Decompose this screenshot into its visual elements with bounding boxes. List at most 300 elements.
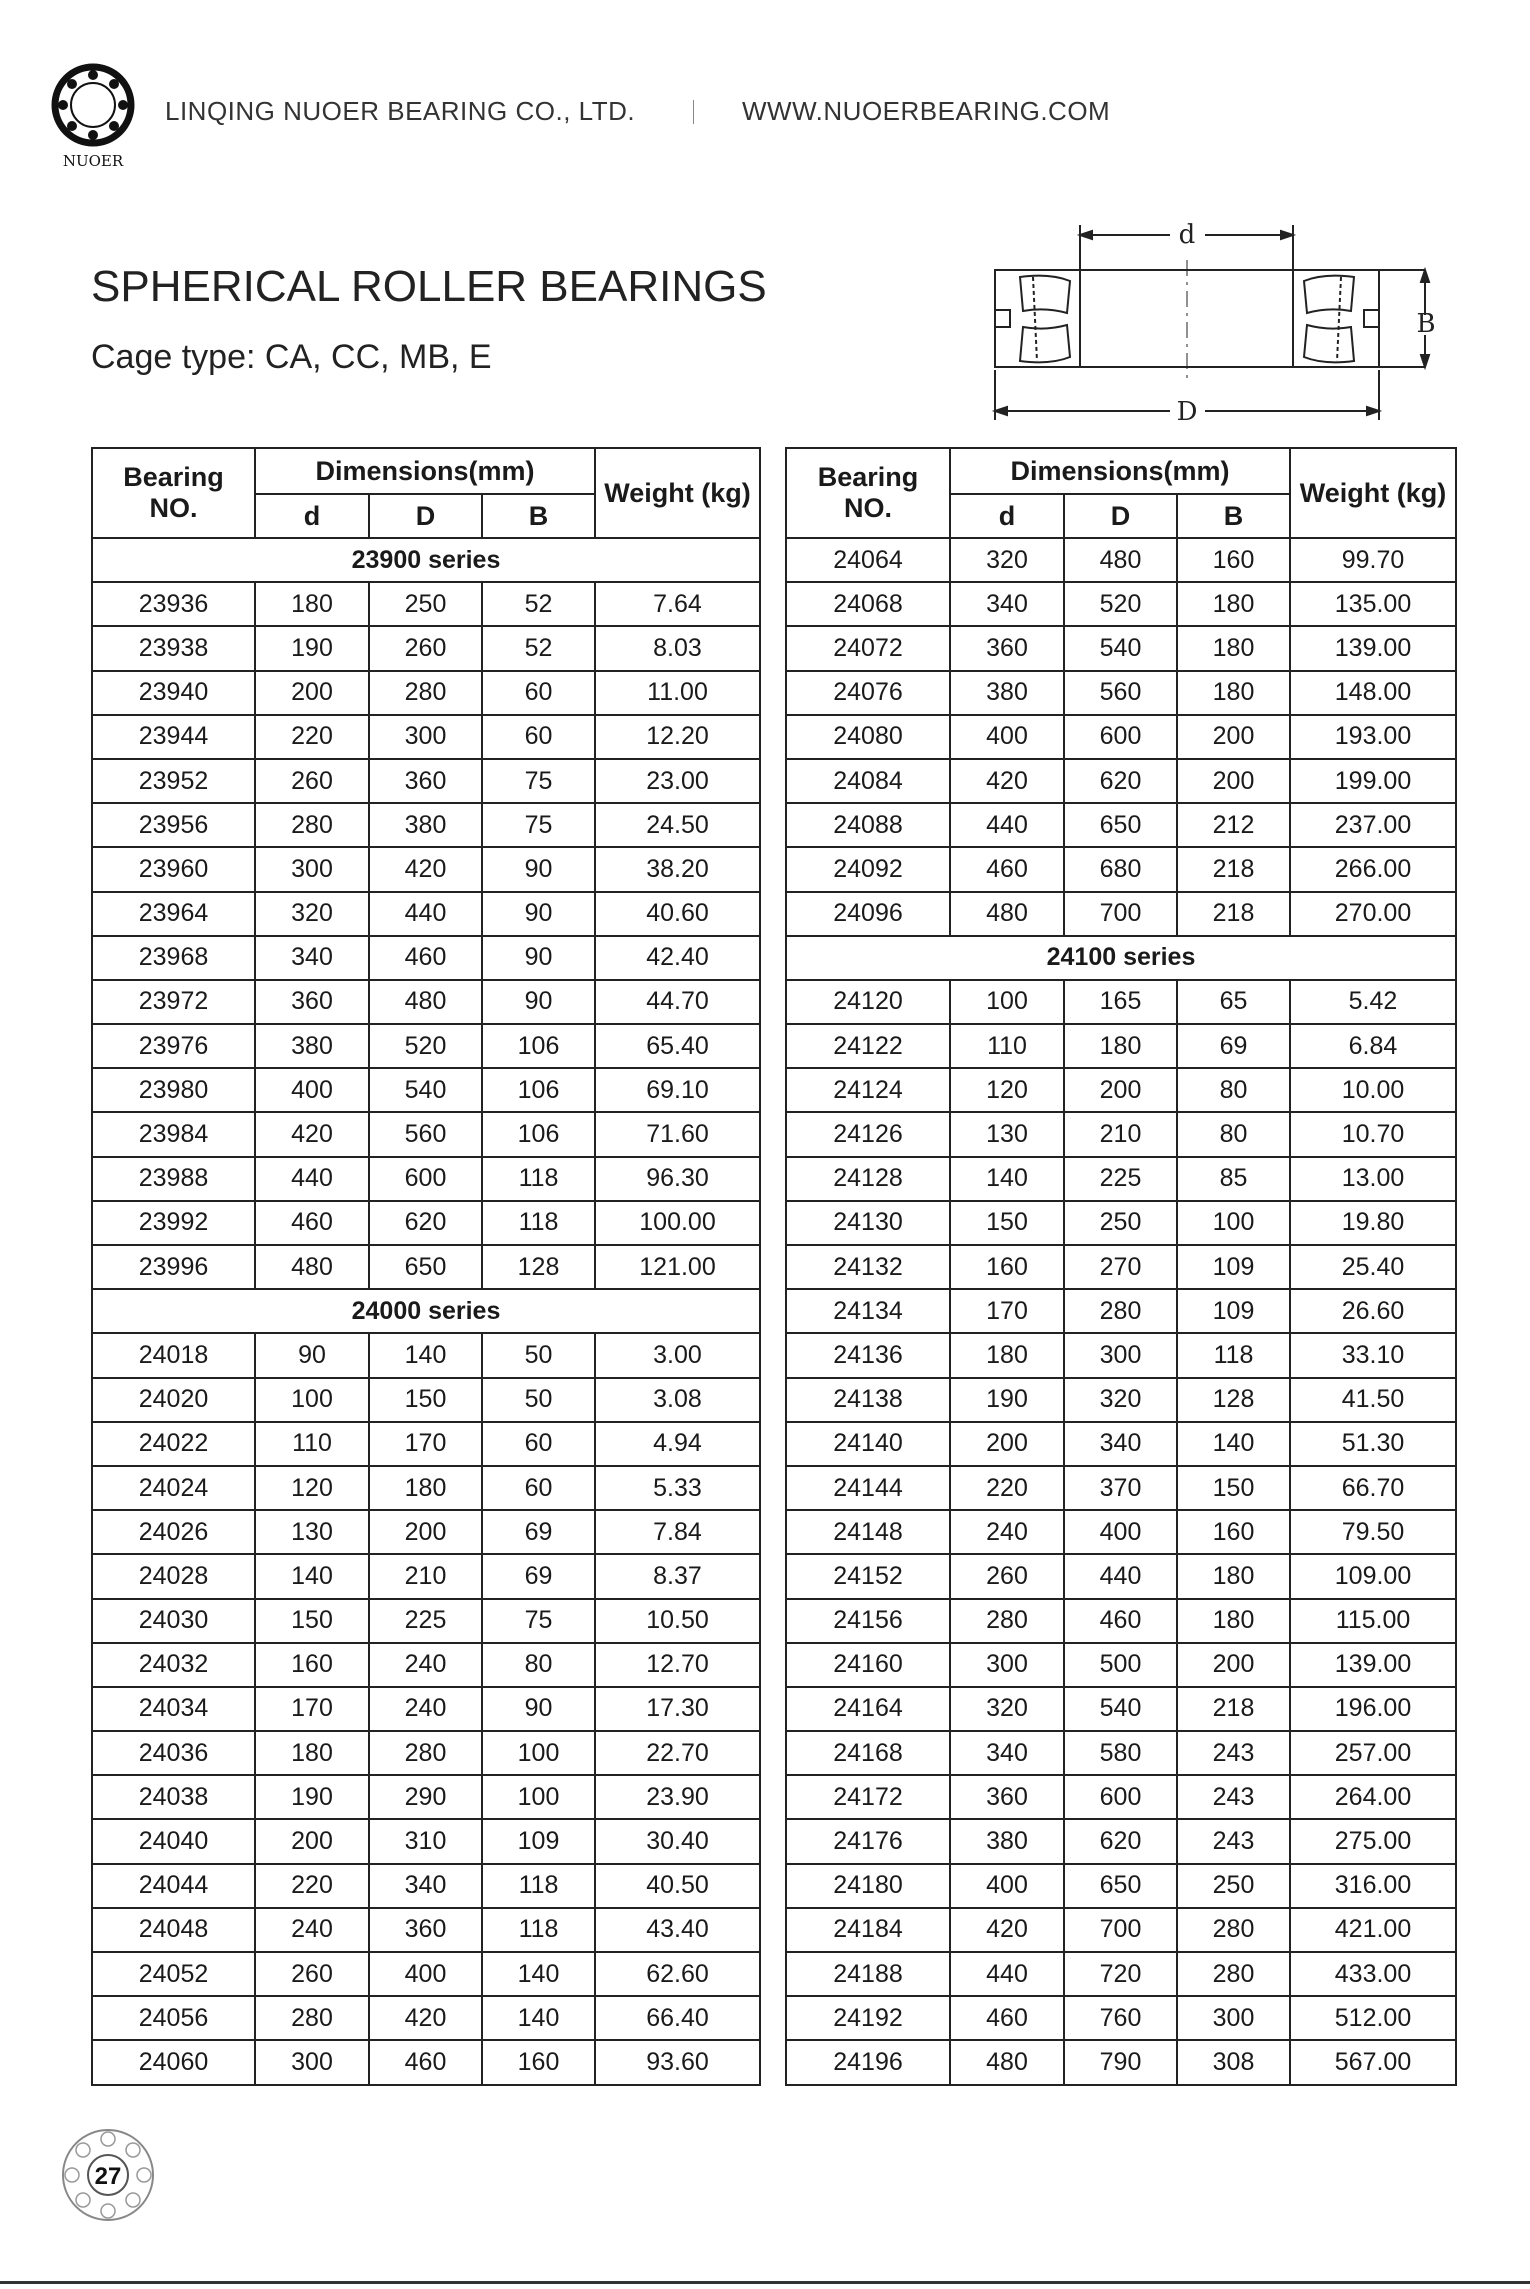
bore-d-cell: 220	[950, 1466, 1064, 1510]
bore-d-cell: 420	[255, 1112, 369, 1156]
bearing-no-cell: 24184	[786, 1908, 950, 1952]
width-B-cell: 128	[482, 1245, 595, 1289]
width-B-cell: 60	[482, 715, 595, 759]
table-row	[786, 892, 1456, 936]
table-row	[92, 936, 760, 980]
weight-cell: 42.40	[595, 936, 760, 980]
bearing-no-cell: 24196	[786, 2040, 950, 2084]
table-row	[786, 1201, 1456, 1245]
bearing-no-cell: 24032	[92, 1643, 255, 1687]
bearing-no-cell: 24126	[786, 1112, 950, 1156]
table-row	[92, 1554, 760, 1598]
bore-d-cell: 240	[950, 1510, 1064, 1554]
width-B-cell: 218	[1177, 1687, 1290, 1731]
cage-type-subtitle: Cage type: CA, CC, MB, E	[91, 338, 492, 376]
bearing-logo-icon	[50, 62, 136, 172]
outer-D-cell: 540	[1064, 1687, 1177, 1731]
outer-D-cell: 580	[1064, 1731, 1177, 1775]
label-bore-d: d	[1178, 220, 1196, 250]
width-B-cell: 140	[482, 1952, 595, 1996]
outer-D-cell: 600	[1064, 1775, 1177, 1819]
width-B-cell: 50	[482, 1333, 595, 1377]
bore-d-cell: 110	[255, 1422, 369, 1466]
bearing-no-cell: 24052	[92, 1952, 255, 1996]
outer-D-cell: 280	[369, 671, 482, 715]
width-B-cell: 90	[482, 892, 595, 936]
weight-cell: 41.50	[1290, 1378, 1456, 1422]
table-row	[92, 1112, 760, 1156]
bearing-no-cell: 23988	[92, 1157, 255, 1201]
bore-d-cell: 300	[950, 1643, 1064, 1687]
outer-D-cell: 460	[369, 2040, 482, 2084]
header-bearing-no: Bearing NO.	[92, 448, 255, 538]
bore-d-cell: 220	[255, 1864, 369, 1908]
table-row	[786, 1378, 1456, 1422]
width-B-cell: 280	[1177, 1908, 1290, 1952]
bore-d-cell: 240	[255, 1908, 369, 1952]
width-B-cell: 69	[482, 1510, 595, 1554]
bore-d-cell: 150	[255, 1599, 369, 1643]
outer-D-cell: 480	[369, 980, 482, 1024]
weight-cell: 316.00	[1290, 1864, 1456, 1908]
weight-cell: 193.00	[1290, 715, 1456, 759]
table-row	[786, 1775, 1456, 1819]
outer-D-cell: 600	[369, 1157, 482, 1201]
outer-D-cell: 140	[369, 1333, 482, 1377]
outer-D-cell: 340	[1064, 1422, 1177, 1466]
table-row	[786, 1157, 1456, 1201]
outer-D-cell: 380	[369, 803, 482, 847]
bearing-no-cell: 24176	[786, 1819, 950, 1863]
weight-cell: 66.40	[595, 1996, 760, 2040]
outer-D-cell: 540	[369, 1068, 482, 1112]
bore-d-cell: 100	[255, 1378, 369, 1422]
width-B-cell: 109	[1177, 1245, 1290, 1289]
width-B-cell: 218	[1177, 892, 1290, 936]
outer-D-cell: 400	[369, 1952, 482, 1996]
outer-D-cell: 260	[369, 626, 482, 670]
bearing-diagram	[975, 215, 1445, 430]
weight-cell: 43.40	[595, 1908, 760, 1952]
weight-cell: 266.00	[1290, 847, 1456, 891]
width-B-cell: 243	[1177, 1731, 1290, 1775]
bore-d-cell: 260	[950, 1554, 1064, 1598]
outer-D-cell: 440	[369, 892, 482, 936]
header-weight: Weight (kg)	[1290, 448, 1456, 538]
bore-d-cell: 340	[950, 582, 1064, 626]
bore-d-cell: 200	[255, 671, 369, 715]
outer-D-cell: 600	[1064, 715, 1177, 759]
width-B-cell: 106	[482, 1112, 595, 1156]
weight-cell: 139.00	[1290, 1643, 1456, 1687]
weight-cell: 19.80	[1290, 1201, 1456, 1245]
weight-cell: 69.10	[595, 1068, 760, 1112]
weight-cell: 4.94	[595, 1422, 760, 1466]
weight-cell: 3.00	[595, 1333, 760, 1377]
bore-d-cell: 320	[255, 892, 369, 936]
bearing-no-cell: 24096	[786, 892, 950, 936]
width-B-cell: 69	[1177, 1024, 1290, 1068]
outer-D-cell: 560	[1064, 671, 1177, 715]
bearing-no-cell: 24034	[92, 1687, 255, 1731]
bore-d-cell: 140	[950, 1157, 1064, 1201]
bore-d-cell: 220	[255, 715, 369, 759]
bearing-no-cell: 24020	[92, 1378, 255, 1422]
outer-D-cell: 700	[1064, 1908, 1177, 1952]
table-row	[92, 759, 760, 803]
table-row	[786, 1510, 1456, 1554]
bearing-no-cell: 24134	[786, 1289, 950, 1333]
weight-cell: 10.00	[1290, 1068, 1456, 1112]
bearing-no-cell: 24148	[786, 1510, 950, 1554]
outer-D-cell: 650	[1064, 803, 1177, 847]
weight-cell: 22.70	[595, 1731, 760, 1775]
outer-D-cell: 370	[1064, 1466, 1177, 1510]
outer-D-cell: 250	[1064, 1201, 1177, 1245]
bearing-table-right	[785, 447, 1457, 2086]
outer-D-cell: 225	[369, 1599, 482, 1643]
bearing-no-cell: 24044	[92, 1864, 255, 1908]
bearing-no-cell: 24018	[92, 1333, 255, 1377]
weight-cell: 115.00	[1290, 1599, 1456, 1643]
weight-cell: 7.64	[595, 582, 760, 626]
bearing-no-cell: 24128	[786, 1157, 950, 1201]
width-B-cell: 60	[482, 671, 595, 715]
table-row	[786, 2040, 1456, 2084]
width-B-cell: 118	[482, 1157, 595, 1201]
outer-D-cell: 760	[1064, 1996, 1177, 2040]
outer-D-cell: 620	[1064, 1819, 1177, 1863]
bearing-no-cell: 24056	[92, 1996, 255, 2040]
width-B-cell: 200	[1177, 759, 1290, 803]
table-row	[92, 1466, 760, 1510]
weight-cell: 96.30	[595, 1157, 760, 1201]
weight-cell: 257.00	[1290, 1731, 1456, 1775]
bore-d-cell: 90	[255, 1333, 369, 1377]
bearing-no-cell: 24024	[92, 1466, 255, 1510]
weight-cell: 275.00	[1290, 1819, 1456, 1863]
width-B-cell: 150	[1177, 1466, 1290, 1510]
outer-D-cell: 720	[1064, 1952, 1177, 1996]
bore-d-cell: 400	[950, 1864, 1064, 1908]
width-B-cell: 300	[1177, 1996, 1290, 2040]
table-row	[92, 1775, 760, 1819]
bore-d-cell: 190	[950, 1378, 1064, 1422]
bearing-no-cell: 24144	[786, 1466, 950, 1510]
bore-d-cell: 300	[255, 847, 369, 891]
bore-d-cell: 180	[255, 1731, 369, 1775]
width-B-cell: 118	[482, 1864, 595, 1908]
bearing-no-cell: 23996	[92, 1245, 255, 1289]
width-B-cell: 69	[482, 1554, 595, 1598]
bearing-table-left	[91, 447, 761, 2086]
width-B-cell: 140	[482, 1996, 595, 2040]
width-B-cell: 52	[482, 626, 595, 670]
width-B-cell: 109	[482, 1819, 595, 1863]
outer-D-cell: 420	[369, 1996, 482, 2040]
table-row	[786, 980, 1456, 1024]
bore-d-cell: 480	[950, 2040, 1064, 2084]
bore-d-cell: 440	[255, 1157, 369, 1201]
bearing-no-cell: 24136	[786, 1333, 950, 1377]
table-row	[786, 1687, 1456, 1731]
weight-cell: 24.50	[595, 803, 760, 847]
width-B-cell: 180	[1177, 626, 1290, 670]
table-row	[92, 1333, 760, 1377]
table-row	[92, 671, 760, 715]
header-dimensions: Dimensions(mm)	[255, 448, 595, 494]
bearing-no-cell: 24138	[786, 1378, 950, 1422]
outer-D-cell: 210	[1064, 1112, 1177, 1156]
bore-d-cell: 170	[950, 1289, 1064, 1333]
table-row	[92, 1908, 760, 1952]
weight-cell: 567.00	[1290, 2040, 1456, 2084]
outer-D-cell: 440	[1064, 1554, 1177, 1598]
width-B-cell: 200	[1177, 1643, 1290, 1687]
weight-cell: 5.42	[1290, 980, 1456, 1024]
outer-D-cell: 500	[1064, 1643, 1177, 1687]
width-B-cell: 100	[482, 1775, 595, 1819]
width-B-cell: 243	[1177, 1819, 1290, 1863]
bore-d-cell: 400	[255, 1068, 369, 1112]
bore-d-cell: 380	[255, 1024, 369, 1068]
bearing-no-cell: 23980	[92, 1068, 255, 1112]
bearing-no-cell: 24132	[786, 1245, 950, 1289]
table-row	[786, 538, 1456, 582]
table-row	[92, 847, 760, 891]
table-row	[786, 1554, 1456, 1598]
bore-d-cell: 440	[950, 803, 1064, 847]
width-B-cell: 109	[1177, 1289, 1290, 1333]
bearing-no-cell: 24088	[786, 803, 950, 847]
width-B-cell: 90	[482, 980, 595, 1024]
outer-D-cell: 700	[1064, 892, 1177, 936]
bearing-no-cell: 23972	[92, 980, 255, 1024]
bearing-no-cell: 24140	[786, 1422, 950, 1466]
series-label: 24000 series	[92, 1289, 760, 1333]
website-url: WWW.NUOERBEARING.COM	[742, 96, 1111, 126]
outer-D-cell: 650	[369, 1245, 482, 1289]
bearing-no-cell: 24192	[786, 1996, 950, 2040]
weight-cell: 264.00	[1290, 1775, 1456, 1819]
outer-D-cell: 280	[369, 1731, 482, 1775]
bearing-no-cell: 24076	[786, 671, 950, 715]
outer-D-cell: 320	[1064, 1378, 1177, 1422]
table-row	[92, 980, 760, 1024]
page-number: 27	[94, 2163, 122, 2190]
bore-d-cell: 460	[950, 847, 1064, 891]
outer-D-cell: 520	[1064, 582, 1177, 626]
weight-cell: 10.50	[595, 1599, 760, 1643]
bearing-no-cell: 24080	[786, 715, 950, 759]
page-title: SPHERICAL ROLLER BEARINGS	[91, 262, 767, 311]
width-B-cell: 106	[482, 1068, 595, 1112]
weight-cell: 12.70	[595, 1643, 760, 1687]
outer-D-cell: 520	[369, 1024, 482, 1068]
table-row	[786, 1643, 1456, 1687]
outer-D-cell: 165	[1064, 980, 1177, 1024]
width-B-cell: 218	[1177, 847, 1290, 891]
series-header-row	[92, 1289, 760, 1333]
bore-d-cell: 380	[950, 1819, 1064, 1863]
bore-d-cell: 100	[950, 980, 1064, 1024]
width-B-cell: 212	[1177, 803, 1290, 847]
bore-d-cell: 360	[950, 626, 1064, 670]
weight-cell: 65.40	[595, 1024, 760, 1068]
table-row	[786, 1819, 1456, 1863]
outer-D-cell: 210	[369, 1554, 482, 1598]
bearing-no-cell: 24092	[786, 847, 950, 891]
weight-cell: 5.33	[595, 1466, 760, 1510]
bore-d-cell: 180	[950, 1333, 1064, 1377]
outer-D-cell: 400	[1064, 1510, 1177, 1554]
bearing-no-cell: 23956	[92, 803, 255, 847]
outer-D-cell: 300	[369, 715, 482, 759]
width-B-cell: 160	[1177, 1510, 1290, 1554]
outer-D-cell: 420	[369, 847, 482, 891]
bore-d-cell: 320	[950, 538, 1064, 582]
table-row	[92, 803, 760, 847]
width-B-cell: 100	[1177, 1201, 1290, 1245]
bearing-no-cell: 24022	[92, 1422, 255, 1466]
weight-cell: 11.00	[595, 671, 760, 715]
bearing-no-cell: 24164	[786, 1687, 950, 1731]
header-D: D	[369, 494, 482, 538]
weight-cell: 196.00	[1290, 1687, 1456, 1731]
bore-d-cell: 420	[950, 759, 1064, 803]
table-row	[92, 1422, 760, 1466]
outer-D-cell: 480	[1064, 538, 1177, 582]
width-B-cell: 118	[1177, 1333, 1290, 1377]
weight-cell: 7.84	[595, 1510, 760, 1554]
weight-cell: 8.03	[595, 626, 760, 670]
table-row	[786, 1996, 1456, 2040]
header-d: d	[950, 494, 1064, 538]
bearing-no-cell: 24152	[786, 1554, 950, 1598]
width-B-cell: 80	[1177, 1112, 1290, 1156]
bore-d-cell: 360	[950, 1775, 1064, 1819]
width-B-cell: 80	[1177, 1068, 1290, 1112]
width-B-cell: 160	[482, 2040, 595, 2084]
width-B-cell: 180	[1177, 1554, 1290, 1598]
width-B-cell: 52	[482, 582, 595, 626]
table-row	[786, 1112, 1456, 1156]
outer-D-cell: 340	[369, 1864, 482, 1908]
weight-cell: 13.00	[1290, 1157, 1456, 1201]
bore-d-cell: 160	[255, 1643, 369, 1687]
width-B-cell: 75	[482, 1599, 595, 1643]
outer-D-cell: 170	[369, 1422, 482, 1466]
table-row	[786, 1731, 1456, 1775]
table-row	[92, 1245, 760, 1289]
weight-cell: 23.00	[595, 759, 760, 803]
weight-cell: 38.20	[595, 847, 760, 891]
bearing-no-cell: 23976	[92, 1024, 255, 1068]
bore-d-cell: 190	[255, 626, 369, 670]
outer-D-cell: 460	[1064, 1599, 1177, 1643]
bearing-no-cell: 24160	[786, 1643, 950, 1687]
bore-d-cell: 280	[255, 1996, 369, 2040]
table-row	[786, 1908, 1456, 1952]
header-D: D	[1064, 494, 1177, 538]
table-row	[92, 1864, 760, 1908]
bore-d-cell: 260	[255, 759, 369, 803]
width-B-cell: 160	[1177, 538, 1290, 582]
width-B-cell: 280	[1177, 1952, 1290, 1996]
table-row	[92, 1378, 760, 1422]
bearing-no-cell: 24064	[786, 538, 950, 582]
series-header-row	[786, 936, 1456, 980]
bearing-no-cell: 24060	[92, 2040, 255, 2084]
width-B-cell: 100	[482, 1731, 595, 1775]
width-B-cell: 75	[482, 803, 595, 847]
width-B-cell: 60	[482, 1422, 595, 1466]
series-label: 23900 series	[92, 538, 760, 582]
width-B-cell: 243	[1177, 1775, 1290, 1819]
width-B-cell: 65	[1177, 980, 1290, 1024]
bore-d-cell: 460	[255, 1201, 369, 1245]
bore-d-cell: 150	[950, 1201, 1064, 1245]
bore-d-cell: 160	[950, 1245, 1064, 1289]
table-row	[786, 1422, 1456, 1466]
table-row	[786, 1333, 1456, 1377]
weight-cell: 12.20	[595, 715, 760, 759]
bearing-no-cell: 23938	[92, 626, 255, 670]
page-number-badge	[58, 2125, 158, 2225]
bearing-no-cell: 23968	[92, 936, 255, 980]
bearing-cross-section-icon	[975, 215, 1445, 430]
table-row	[92, 1068, 760, 1112]
table-row	[786, 1245, 1456, 1289]
outer-D-cell: 270	[1064, 1245, 1177, 1289]
bore-d-cell: 340	[255, 936, 369, 980]
bearing-no-cell: 24040	[92, 1819, 255, 1863]
bearing-no-cell: 24026	[92, 1510, 255, 1554]
width-B-cell: 80	[482, 1643, 595, 1687]
bore-d-cell: 190	[255, 1775, 369, 1819]
outer-D-cell: 560	[369, 1112, 482, 1156]
outer-D-cell: 180	[1064, 1024, 1177, 1068]
width-B-cell: 118	[482, 1201, 595, 1245]
weight-cell: 199.00	[1290, 759, 1456, 803]
table-row	[92, 1643, 760, 1687]
bore-d-cell: 360	[255, 980, 369, 1024]
outer-D-cell: 680	[1064, 847, 1177, 891]
table-row	[92, 2040, 760, 2084]
bearing-no-cell: 24168	[786, 1731, 950, 1775]
bore-d-cell: 200	[255, 1819, 369, 1863]
bearing-no-cell: 24072	[786, 626, 950, 670]
table-row	[92, 1731, 760, 1775]
width-B-cell: 85	[1177, 1157, 1290, 1201]
bore-d-cell: 420	[950, 1908, 1064, 1952]
width-B-cell: 90	[482, 847, 595, 891]
bearing-no-cell: 23952	[92, 759, 255, 803]
table-row	[786, 1864, 1456, 1908]
width-B-cell: 180	[1177, 671, 1290, 715]
table-row	[786, 1024, 1456, 1068]
bearing-no-cell: 24130	[786, 1201, 950, 1245]
outer-D-cell: 310	[369, 1819, 482, 1863]
header-bearing-no: Bearing NO.	[786, 448, 950, 538]
bearing-no-cell: 24122	[786, 1024, 950, 1068]
weight-cell: 71.60	[595, 1112, 760, 1156]
bearing-no-cell: 24036	[92, 1731, 255, 1775]
bore-d-cell: 260	[255, 1952, 369, 1996]
outer-D-cell: 225	[1064, 1157, 1177, 1201]
table-row	[786, 1068, 1456, 1112]
bearing-no-cell: 24048	[92, 1908, 255, 1952]
